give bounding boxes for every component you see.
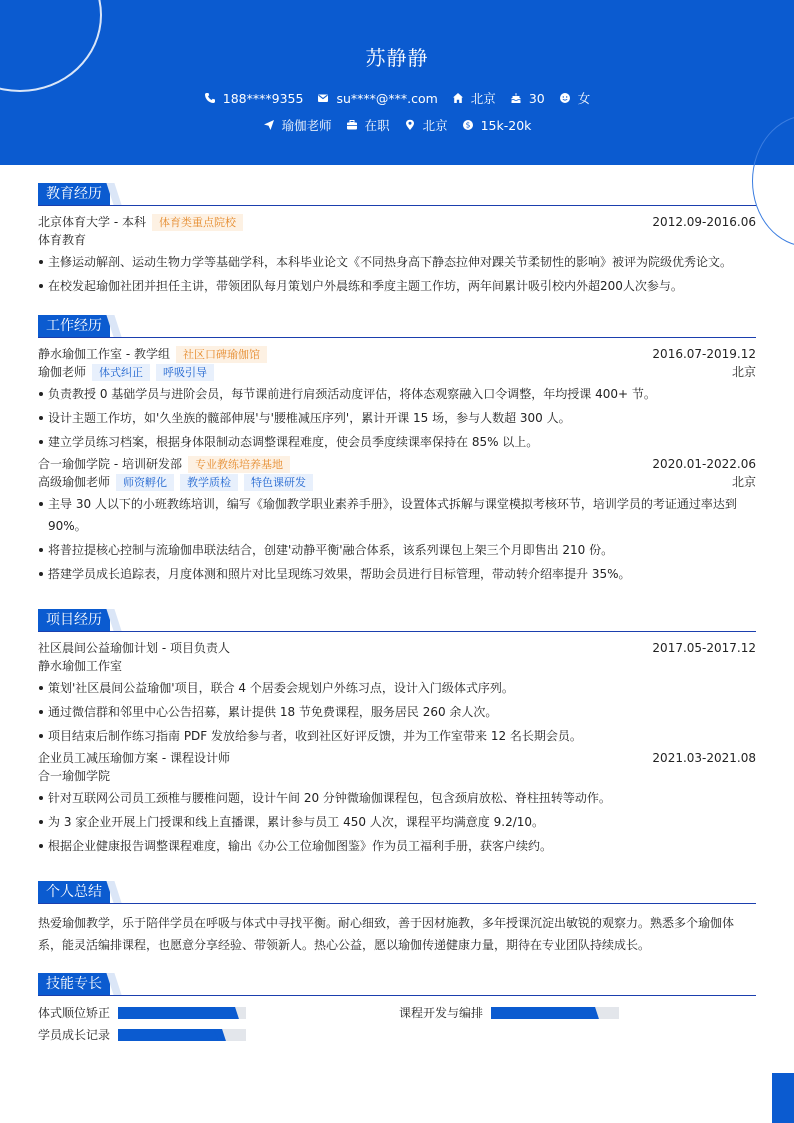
entry-header [38, 213, 756, 231]
status-item [346, 116, 390, 134]
summary-text: 热爱瑜伽教学，乐于陪伴学员在呼吸与体式中寻找平衡。耐心细致，善于因材施教，多年授课沉淀出敏锐的观察力。熟悉多个瑜伽体系，能灵活编排课程，也愿意分享经验、带领新人。热心公益，愿以瑜伽传递健康力量，期待在专业团队持续成长。 [38, 916, 735, 952]
bullet-item: 设计主题工作坊，如'久坐族的髋部伸展'与'腰椎减压序列'，累计开课 15 场，参与人数超 300 人。 [38, 407, 756, 429]
role-name: 瑜伽老师 [38, 365, 87, 379]
section-title: 技能专长 [38, 973, 110, 995]
company-tag: 专业教练培养基地 [188, 456, 290, 473]
cake-icon [510, 92, 522, 104]
skill-label: 体式顺位矫正 [38, 1006, 111, 1020]
bullet-item: 建立学员练习档案，根据身体限制动态调整课程难度，使会员季度续课率保持在 85% 以上。 [38, 431, 756, 453]
city-value: 北京 [422, 118, 448, 133]
entry-bullets [38, 677, 756, 747]
entry-location: 北京 [731, 365, 756, 379]
project-entry [38, 632, 756, 747]
contact-row [0, 89, 794, 107]
skill-bar [118, 1029, 246, 1041]
project-org: 静水瑜伽工作室 [38, 659, 123, 673]
work-entry [38, 338, 756, 453]
briefcase-icon [346, 119, 358, 131]
entry-bullets [38, 383, 756, 453]
section-title: 工作经历 [38, 315, 110, 337]
bullet-item: 搭建学员成长追踪表，月度体测和照片对比呈现练习效果，帮助会员进行目标管理，带动转介绍率提升 35%。 [38, 563, 756, 585]
send-icon [263, 119, 275, 131]
company-name: 合一瑜伽学院 - 培训研发部 [38, 457, 182, 471]
section-title: 教育经历 [38, 183, 110, 205]
candidate-name: 苏静静 [365, 46, 429, 70]
skill-bar [491, 1007, 619, 1019]
entry-header [38, 749, 756, 767]
entry-bullets [38, 493, 756, 585]
projects-section [38, 609, 756, 859]
phone-icon [204, 92, 216, 104]
skill-bar-fill [118, 1007, 233, 1019]
entry-header [38, 455, 756, 473]
education-section [38, 183, 756, 299]
section-header [38, 315, 756, 338]
skill-tag: 呼吸引导 [156, 364, 214, 381]
position-value: 瑜伽老师 [281, 118, 332, 133]
project-name: 企业员工减压瑜伽方案 - 课程设计师 [38, 751, 230, 765]
location-item [452, 89, 496, 107]
school-name: 北京体育大学 - 本科 [38, 215, 146, 229]
position-item [263, 116, 332, 134]
city-item [404, 116, 448, 134]
bullet-item: 根据企业健康报告调整课程难度，输出《办公工位瑜伽图鉴》作为员工福利手册，获客户续约。 [38, 835, 756, 857]
skill-label: 学员成长记录 [38, 1028, 111, 1042]
bullet-item: 项目结束后制作练习指南 PDF 发放给参与者，收到社区好评反馈，并为工作室带来 12 名长期会员。 [38, 725, 756, 747]
mail-icon [317, 92, 329, 104]
entry-bullets [38, 251, 756, 297]
company-tag: 社区口碑瑜伽馆 [176, 346, 267, 363]
smile-icon [559, 92, 571, 104]
skill-item [399, 1004, 619, 1021]
section-header [38, 183, 756, 206]
major: 体育教育 [38, 233, 87, 247]
work-section [38, 315, 756, 587]
summary-section [38, 881, 756, 956]
role-name: 高级瑜伽老师 [38, 475, 111, 489]
skill-bar-fill [491, 1007, 593, 1019]
skill-item [38, 1004, 246, 1021]
project-org: 合一瑜伽学院 [38, 769, 111, 783]
decorative-corner-block [772, 1073, 794, 1123]
entry-date: 2012.09-2016.06 [652, 215, 756, 229]
bullet-item: 负责教授 0 基础学员与进阶会员，每节课前进行肩颈活动度评估，将体态观察融入口令调整，年均授课 400+ 节。 [38, 383, 756, 405]
job-intent-row [0, 116, 794, 134]
entry-header [38, 639, 756, 657]
company-name: 静水瑜伽工作室 - 教学组 [38, 347, 170, 361]
home-icon [452, 92, 464, 104]
section-title: 项目经历 [38, 609, 110, 631]
skills-list [38, 996, 756, 1054]
skill-bar-fill [118, 1029, 220, 1041]
section-header [38, 881, 756, 904]
salary-item [462, 116, 532, 134]
svg-text:$: $ [465, 120, 470, 130]
email-item [317, 89, 437, 107]
project-name: 社区晨间公益瑜伽计划 - 项目负责人 [38, 641, 230, 655]
entry-date: 2020.01-2022.06 [652, 457, 756, 471]
project-entry [38, 749, 756, 857]
section-header [38, 609, 756, 632]
work-entry [38, 455, 756, 585]
skills-section [38, 973, 756, 1054]
skill-tag: 师资孵化 [116, 474, 174, 491]
phone-item [204, 89, 304, 107]
entry-bullets [38, 787, 756, 857]
skill-label: 课程开发与编排 [399, 1006, 484, 1020]
age-value: 30 [528, 90, 545, 106]
status-value: 在职 [364, 118, 390, 133]
age-item [510, 89, 545, 107]
bullet-item: 将普拉提核心控制与流瑜伽串联法结合，创建'动静平衡'融合体系，该系列课包上架三个月即售出 210 份。 [38, 539, 756, 561]
education-entry [38, 206, 756, 297]
skill-item [38, 1026, 246, 1043]
salary-value: 15k-20k [480, 117, 532, 133]
bullet-item: 针对互联网公司员工颈椎与腰椎问题，设计午间 20 分钟微瑜伽课程包，包含颈肩放松、脊柱扭转等动作。 [38, 787, 756, 809]
bullet-item: 为 3 家企业开展上门授课和线上直播课，累计参与员工 450 人次，课程平均满意度 9.2/10。 [38, 811, 756, 833]
section-header [38, 973, 756, 996]
money-icon [462, 119, 474, 131]
gender-item [559, 89, 591, 107]
skill-bar [118, 1007, 246, 1019]
bullet-item: 在校发起瑜伽社团并担任主讲，带领团队每月策划户外晨练和季度主题工作坊，两年间累计吸引校内外超200人次参与。 [38, 275, 756, 297]
role-line [38, 363, 756, 381]
entry-date: 2017.05-2017.12 [652, 641, 756, 655]
entry-header [38, 345, 756, 363]
map-pin-icon [404, 119, 416, 131]
phone-value: 188****9355 [222, 90, 304, 106]
location-value: 北京 [470, 91, 496, 106]
gender-value: 女 [577, 91, 591, 106]
skill-tag: 特色课研发 [244, 474, 313, 491]
section-title: 个人总结 [38, 881, 110, 903]
skill-tag: 体式纠正 [92, 364, 150, 381]
skill-tag: 教学质检 [180, 474, 238, 491]
school-tag: 体育类重点院校 [152, 214, 243, 231]
role-line [38, 473, 756, 491]
entry-location: 北京 [731, 475, 756, 489]
resume-header [0, 0, 794, 165]
email-value: su****@***.com [336, 90, 438, 106]
bullet-item: 主修运动解剖、运动生物力学等基础学科，本科毕业论文《不同热身高下静态拉伸对踝关节柔韧性的影响》被评为院级优秀论文。 [38, 251, 756, 273]
bullet-item: 主导 30 人以下的小班教练培训，编写《瑜伽教学职业素养手册》，设置体式拆解与课堂模拟考核环节，培训学员的考证通过率达到 90%。 [38, 493, 756, 537]
entry-date: 2016.07-2019.12 [652, 347, 756, 361]
entry-date: 2021.03-2021.08 [652, 751, 756, 765]
bullet-item: 通过微信群和邻里中心公告招募，累计提供 18 节免费课程，服务居民 260 余人次。 [38, 701, 756, 723]
bullet-item: 策划'社区晨间公益瑜伽'项目，联合 4 个居委会规划户外练习点，设计入门级体式序列。 [38, 677, 756, 699]
